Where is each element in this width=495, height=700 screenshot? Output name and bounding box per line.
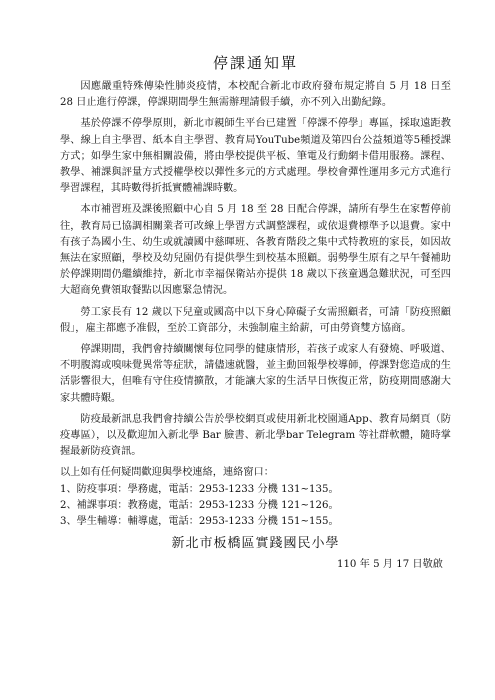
paragraph-remote-learning: 基於停課不停學原則，新北市親師生平台已建置「停課不停學」專區，採取遠距教學、線上自主學習、紙本自主學習、教育局YouTube頻道及第四台公益頻道等5種授課方式；如學生家中無相關設備，將由學校提供平板、筆電及行動網卡借用服務。課程、教學、補課與評量方式授權學校以彈性多元的方式處理。學校會彈性運用多元方式進行學習課程，其時數得折抵實體補課時數。 <box>60 118 451 195</box>
paragraph-cram-school-care: 本市補習班及課後照顧中心自 5 月 18 至 28 日配合停課，請所有學生在家暫停前往，教育局已協調相關業者可改線上學習方式調整課程，或依退費標準予以退費。家中有孩子為國小生、幼生或就讀國中慈暉班、各教育階段之集中式特教班的家長，如因故無法在家照顧，學校及幼兒園仍有提供學生到校基本照顧。弱勢學生原有之早午餐補助於停課期間仍繼續維持，新北市幸福保衛站亦提供 18 歲以下孩童遇急難狀況，可至四大超商免費領取餐點以因應緊急情況。 <box>60 204 451 297</box>
paragraph-latest-info: 防疫最新訊息我們會持續公告於學校網頁或使用新北校園通App、教育局網頁（防疫專區），以及歡迎加入新北學 Bar 臉書、新北學bar Telegram 等社群軟體，隨時掌握最新防疫資訊。 <box>60 413 451 458</box>
contact-item-epidemic: 1、防疫事項：學務處，電話：2953-1233 分機 131~135。 <box>60 483 339 495</box>
paragraph-care-leave: 勞工家長有 12 歲以下兒童或國高中以下身心障礙子女需照顧者，可請「防疫照顧假」，雇主都應予准假，至於工資部分，未強制雇主給薪，可由勞資雙方協商。 <box>60 306 451 334</box>
paragraph-health-monitoring: 停課期間，我們會持續關懷每位同學的健康情形，若孩子或家人有發燒、呼吸道、不明腹瀉或嗅味覺異常等症狀，請儘速就醫，並主動回報學校導師，停課對您造成的生活影響很大，但唯有守住疫情擴散，才能讓大家的生活早日恢復正常，防疫期間感謝大家共體時艱。 <box>60 344 451 404</box>
paragraph-class-suspension: 因應嚴重特殊傳染性肺炎疫情，本校配合新北市政府發布規定將自 5 月 18 日至 28 日止進行停課，停課期間學生無需辦理請假手續，亦不列入出勤紀錄。 <box>60 81 451 109</box>
issue-date: 110 年 5 月 17 日敬啟 <box>336 559 443 571</box>
notice-title: 停課通知單 <box>212 54 298 72</box>
contact-item-makeup-class: 2、補課事項：教務處，電話：2953-1233 分機 121~126。 <box>60 499 339 511</box>
school-name: 新北市板橋區實踐國民小學 <box>171 536 340 552</box>
contact-item-counseling: 3、學生輔導：輔導處，電話：2953-1233 分機 151~155。 <box>60 516 339 528</box>
contact-list <box>60 482 451 531</box>
contact-intro: 以上如有任何疑問歡迎與學校連絡，連絡窗口： <box>60 467 274 479</box>
